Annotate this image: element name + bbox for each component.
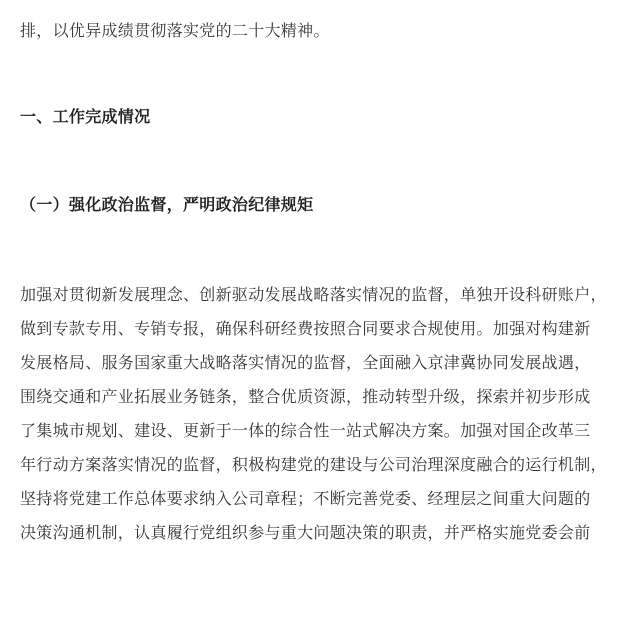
- intro-tail-text: 排，以优异成绩贯彻落实党的二十大精神。: [20, 21, 330, 40]
- section-heading: 一、工作完成情况: [20, 107, 151, 126]
- paragraph-line: 了集城市规划、建设、更新于一体的综合性一站式解决方案。加强对国企改革三: [20, 421, 591, 440]
- spacer: [20, 222, 624, 278]
- paragraph-line: 发展格局、服务国家重大战略落实情况的监督，全面融入京津冀协同发展战遇，: [20, 353, 591, 372]
- paragraph-line: 坚持将党建工作总体要求纳入公司章程；不断完善党委、经理层之间重大问题的: [20, 489, 591, 508]
- article-body: [20, 14, 624, 550]
- paragraph-line: 决策沟通机制，认真履行党组织参与重大问题决策的职责，并严格实施党委会前: [20, 523, 591, 542]
- spacer: [20, 134, 624, 188]
- spacer: [20, 48, 624, 100]
- paragraph-line: 年行动方案落实情况的监督，积极构建党的建设与公司治理深度融合的运行机制，: [20, 455, 607, 474]
- body-paragraph: [20, 278, 624, 550]
- paragraph-line: 做到专款专用、专销专报，确保科研经费按照合同要求合规使用。加强对构建新: [20, 319, 591, 338]
- paragraph-line: 围绕交通和产业拓展业务链条，整合优质资源，推动转型升级，探索并初步形成: [20, 387, 591, 406]
- subsection-heading: （一）强化政治监督，严明政治纪律规矩: [20, 195, 314, 214]
- paragraph-line: 加强对贯彻新发展理念、创新驱动发展战略落实情况的监督，单独开设科研账户，: [20, 285, 607, 304]
